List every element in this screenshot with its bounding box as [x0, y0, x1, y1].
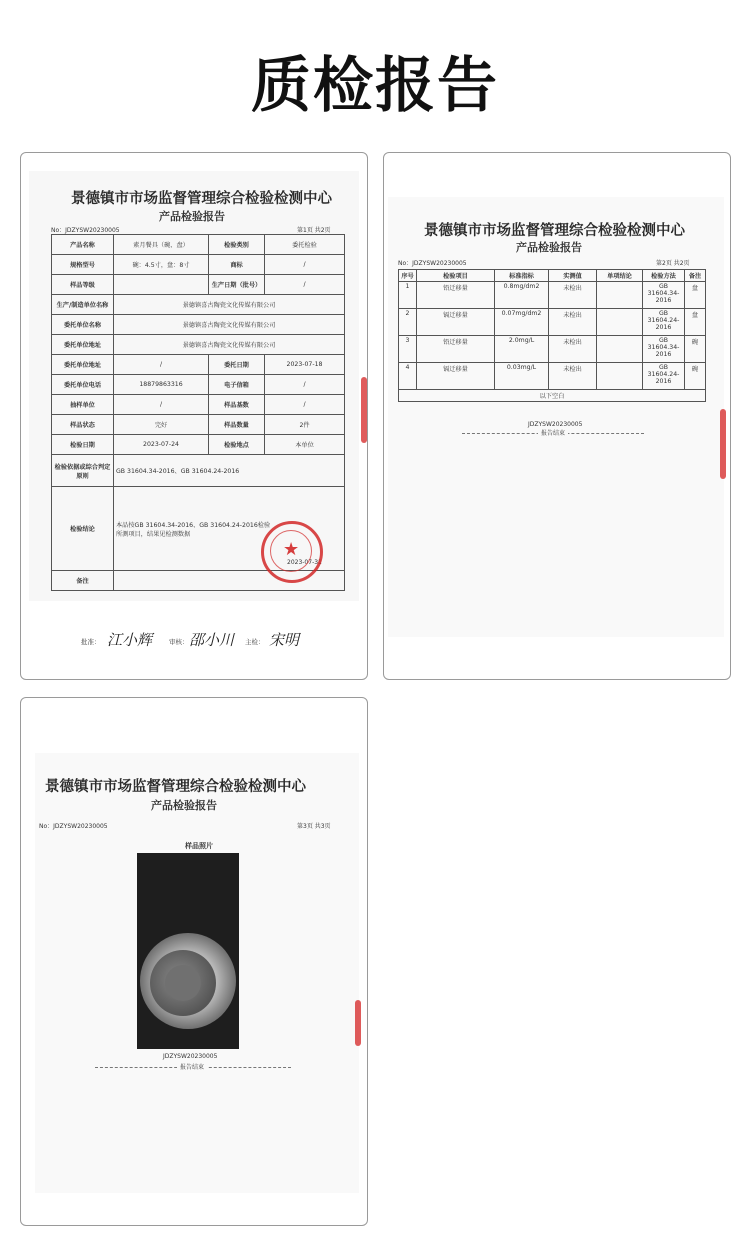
table-row [399, 282, 706, 309]
column-header: 标准指标 [495, 270, 549, 282]
signature-label: 主检： [245, 638, 265, 646]
table-row [52, 315, 345, 335]
field-value: 景德镇喜古陶瓷文化传媒有限公司 [114, 295, 345, 315]
column-header: 实测值 [549, 270, 597, 282]
conclusion-date: 2023-07-31 [287, 559, 322, 566]
star-icon: ★ [283, 539, 300, 560]
blank-note: 以下空白 [399, 390, 706, 402]
cell: 碗 [685, 336, 706, 363]
page-indicator: 第3页 共3页 [297, 823, 331, 830]
official-stamp [261, 521, 323, 583]
field-value: / [114, 395, 209, 415]
table-row [52, 255, 345, 275]
table-row [399, 336, 706, 363]
table-row [52, 435, 345, 455]
field-value [114, 275, 209, 295]
field-value: 2023-07-18 [265, 355, 345, 375]
field-label: 检验类别 [209, 235, 265, 255]
org-name: 景德镇市市场监督管理综合检验检测中心 [71, 190, 332, 207]
field-label: 样品状态 [52, 415, 114, 435]
photo-label: 样品照片 [185, 842, 213, 850]
edge-stamp-fragment [720, 409, 726, 479]
field-value: / [265, 395, 345, 415]
field-label: 检验日期 [52, 435, 114, 455]
footer-report-number: JDZYSW20230005 [163, 1053, 218, 1060]
field-value: 完好 [114, 415, 209, 435]
page-indicator: 第2页 共2页 [656, 260, 690, 267]
field-label: 样品等级 [52, 275, 114, 295]
table-row [52, 295, 345, 315]
sample-plate-image [137, 853, 239, 1049]
report-number: No：JDZYSW20230005 [51, 227, 120, 234]
field-value: / [114, 355, 209, 375]
field-label: 委托单位地址 [52, 355, 114, 375]
footer-end: 报告结束 [538, 428, 568, 437]
field-value: / [265, 255, 345, 275]
table-row [52, 335, 345, 355]
table-row [52, 415, 345, 435]
cell [597, 363, 643, 390]
cell: 2.0mg/L [495, 336, 549, 363]
field-label: 抽样单位 [52, 395, 114, 415]
cell: GB 31604.24-2016 [643, 363, 685, 390]
edge-stamp-fragment [355, 1000, 361, 1046]
cell: 未检出 [549, 336, 597, 363]
field-label: 委托单位电话 [52, 375, 114, 395]
cell: GB 31604.34-2016 [643, 336, 685, 363]
field-value: 景德镇喜古陶瓷文化传媒有限公司 [114, 315, 345, 335]
report-name: 产品检验报告 [151, 799, 217, 812]
field-label: 商标 [209, 255, 265, 275]
cell [597, 282, 643, 309]
cell: 4 [399, 363, 417, 390]
field-value: 委托检验 [265, 235, 345, 255]
column-header: 检验方法 [643, 270, 685, 282]
field-value: GB 31604.34-2016、GB 31604.24-2016 [114, 455, 345, 487]
report-number: No：JDZYSW20230005 [39, 823, 108, 830]
page-title: 质检报告 [251, 51, 499, 121]
cell: 镉迁移量 [417, 309, 495, 336]
field-label: 规格型号 [52, 255, 114, 275]
report-page-2-paper [388, 197, 724, 637]
sample-photo [137, 853, 239, 1049]
cell: 1 [399, 282, 417, 309]
footer-report-number: JDZYSW20230005 [528, 421, 583, 428]
field-value: 18879863316 [114, 375, 209, 395]
report-page-2-card[interactable] [383, 152, 731, 680]
field-label: 生产日期（批号） [209, 275, 265, 295]
footer-end: 报告结束 [177, 1062, 207, 1071]
table-row [52, 375, 345, 395]
field-label: 样品基数 [209, 395, 265, 415]
report-page-1-paper [29, 171, 359, 649]
field-value: 景德镇喜古陶瓷文化传媒有限公司 [114, 335, 345, 355]
cell: 镉迁移量 [417, 363, 495, 390]
field-label: 委托单位名称 [52, 315, 114, 335]
field-value: / [265, 375, 345, 395]
field-label: 备注 [52, 571, 114, 591]
table-row [399, 309, 706, 336]
column-header: 检验项目 [417, 270, 495, 282]
field-value: 本品按GB 31604.34-2016、GB 31604.24-2016检验所测项目，结果见检测数据 [114, 487, 345, 571]
field-value: 2件 [265, 415, 345, 435]
field-value: 2023-07-24 [114, 435, 209, 455]
column-header: 单项结论 [597, 270, 643, 282]
table-row [52, 235, 345, 255]
cell [597, 336, 643, 363]
cell: GB 31604.34-2016 [643, 282, 685, 309]
cell: 0.03mg/L [495, 363, 549, 390]
report-name: 产品检验报告 [516, 241, 582, 254]
field-value: 素月餐具（碗、盘） [114, 235, 209, 255]
table-header-row [399, 270, 706, 282]
org-name: 景德镇市市场监督管理综合检验检测中心 [424, 222, 685, 239]
field-label: 委托单位地址 [52, 335, 114, 355]
results-table [398, 269, 706, 402]
signature-reviewer: 邵小川 [189, 631, 235, 649]
cell: 0.8mg/dm2 [495, 282, 549, 309]
cell: 铅迁移量 [417, 336, 495, 363]
signature-label: 批准： [81, 638, 101, 646]
org-name: 景德镇市市场监督管理综合检验检测中心 [45, 778, 306, 795]
field-label: 检验地点 [209, 435, 265, 455]
field-label: 电子信箱 [209, 375, 265, 395]
report-page-3-paper [35, 753, 359, 1193]
cell: 盘 [685, 309, 706, 336]
cell: 未检出 [549, 363, 597, 390]
table-row [52, 355, 345, 375]
cell: 盘 [685, 282, 706, 309]
field-label: 产品名称 [52, 235, 114, 255]
field-value: 本单位 [265, 435, 345, 455]
cell: 2 [399, 309, 417, 336]
page-indicator: 第1页 共2页 [297, 227, 331, 234]
table-row [399, 390, 706, 402]
report-number: No：JDZYSW20230005 [398, 260, 467, 267]
table-row [52, 395, 345, 415]
signature-approver: 江小辉 [107, 631, 153, 649]
signature-label: 审核： [169, 638, 189, 646]
cell: 0.07mg/dm2 [495, 309, 549, 336]
cell: 3 [399, 336, 417, 363]
table-row [52, 455, 345, 487]
cell: 未检出 [549, 309, 597, 336]
cell [597, 309, 643, 336]
field-label: 生产/制造单位名称 [52, 295, 114, 315]
signature-inspector: 宋明 [269, 631, 300, 649]
table-row [399, 363, 706, 390]
field-label: 样品数量 [209, 415, 265, 435]
field-label: 检验依据或综合判定原则 [52, 455, 114, 487]
report-page-1-card[interactable] [20, 152, 368, 680]
field-label: 委托日期 [209, 355, 265, 375]
column-header: 备注 [685, 270, 706, 282]
field-label: 检验结论 [52, 487, 114, 571]
column-header: 序号 [399, 270, 417, 282]
edge-stamp-fragment [361, 377, 367, 443]
cell: GB 31604.24-2016 [643, 309, 685, 336]
report-page-3-card[interactable] [20, 697, 368, 1226]
field-value: 碗：4.5寸，盘：8寸 [114, 255, 209, 275]
cell: 碗 [685, 363, 706, 390]
field-value: / [265, 275, 345, 295]
cell: 未检出 [549, 282, 597, 309]
table-row [52, 275, 345, 295]
cell: 铅迁移量 [417, 282, 495, 309]
report-name: 产品检验报告 [159, 210, 225, 223]
